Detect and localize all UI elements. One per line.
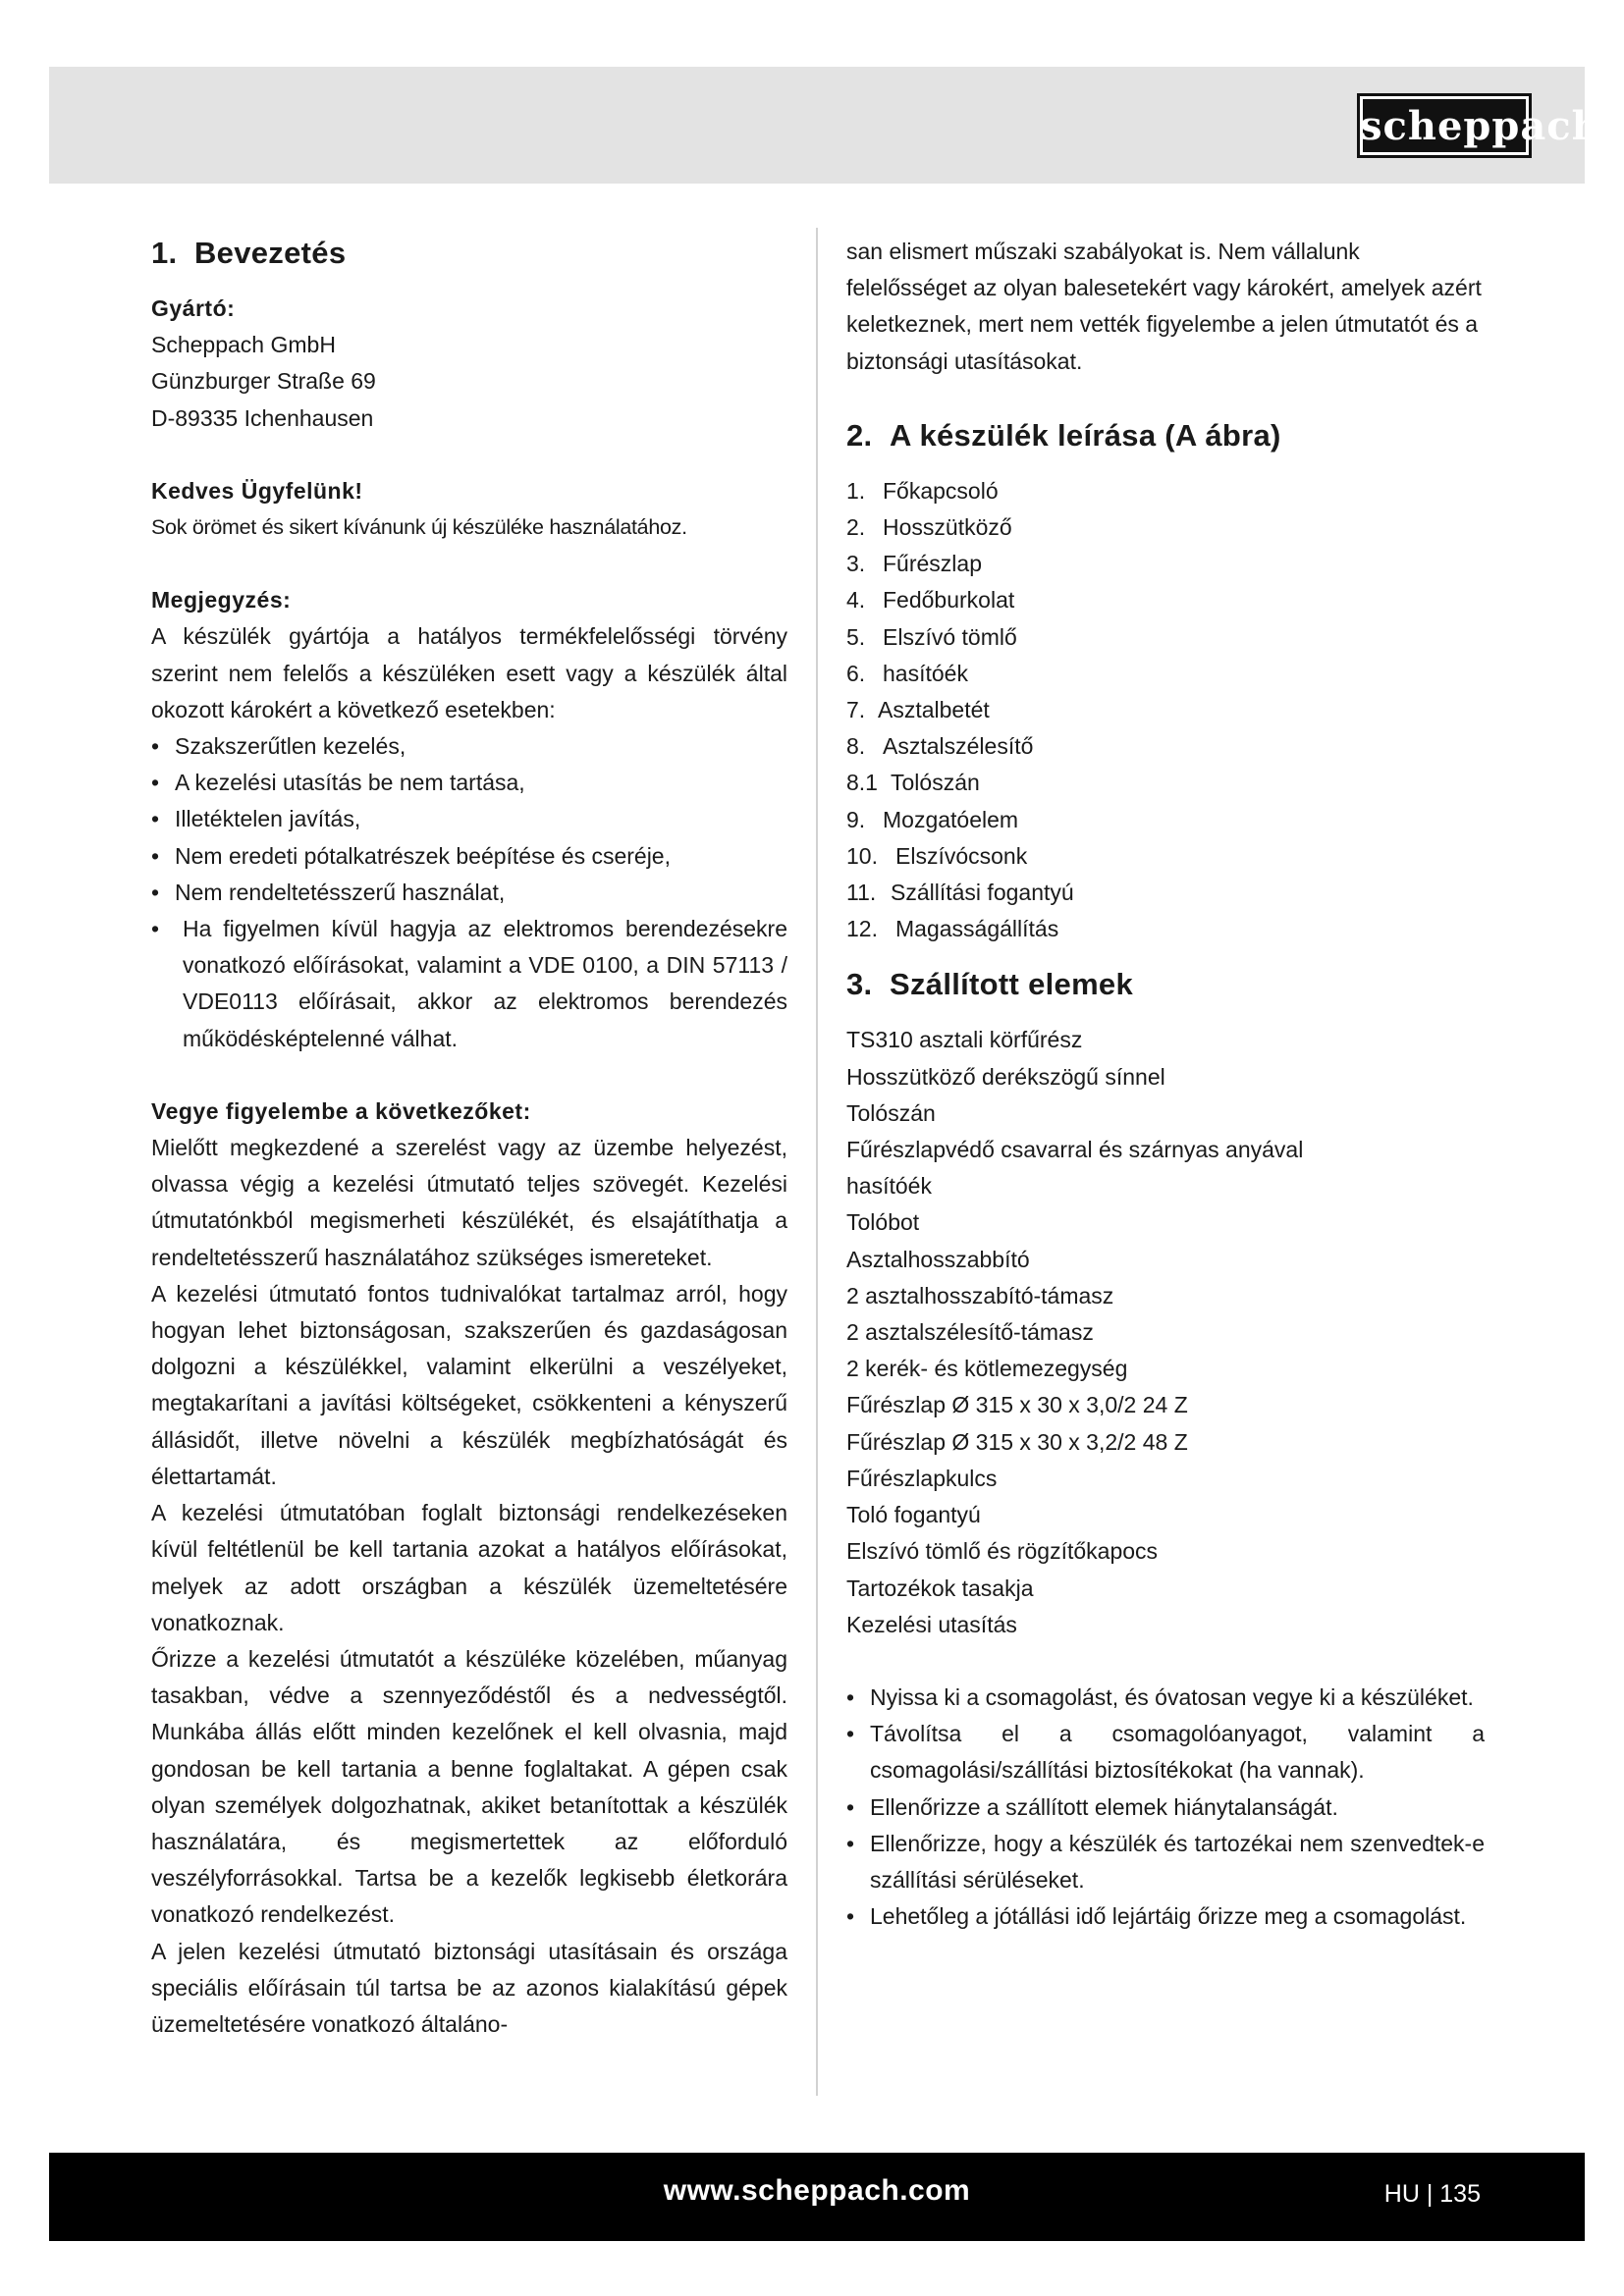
list-item: • Lehetőleg a jótállási idő lejártáig őrizze meg a csomagolást. <box>846 1898 1485 1935</box>
list-item: 2 asztalszélesítő-támasz <box>846 1319 1094 1346</box>
website-url[interactable]: www.scheppach.com <box>663 2174 971 2207</box>
list-item: Asztalhosszabbító <box>846 1246 1030 1272</box>
list-item: Fűrészlapvédő csavarral és szárnyas anyával <box>846 1137 1304 1163</box>
list-item: 3. Fűrészlap <box>846 551 982 577</box>
left-column <box>151 234 787 2043</box>
list-item: 8. Asztalszélesítő <box>846 733 1034 760</box>
section-1-heading <box>151 234 787 273</box>
column-divider <box>816 228 818 2096</box>
consider-paragraph: A kezelési útmutató fontos tudnivalókat tartalmaz arról, hogy hogyan lehet biztonságosan, szakszerűen és gazdaságosan dolgozni a készülékkel, valamint elkerülni a veszélyeket, megtakarítani a javítási költségeket, csökkenteni a kényszerű állásidőt, illetve növelni a készülék megbízhatóságát és élettartamát. <box>151 1280 787 1489</box>
parts-list <box>846 473 1485 948</box>
continuation-text: san elismert műszaki szabályokat is. Nem vállalunk felelősséget az olyan balesetekért vagy károkért, amelyek azért keletkeznek, mert nem vették figyelembe a jelen útmutatót és a biztonsági utasításokat. <box>846 239 1482 374</box>
delivered-items-list <box>846 1022 1485 1642</box>
list-item: Hosszütköző derékszögű sínnel <box>846 1063 1165 1090</box>
list-item: 2. Hosszütköző <box>846 514 1012 541</box>
list-item: 6. hasítóék <box>846 660 968 686</box>
list-item: • Távolítsa el a csomagolóanyagot, valamint a csomagolási/szállítási biztosítékokat (ha vannak). <box>846 1716 1485 1789</box>
list-item: Fűrészlapkulcs <box>846 1465 998 1491</box>
section-3-number: 3. <box>846 967 873 1002</box>
list-item: 9. Mozgatóelem <box>846 806 1019 832</box>
list-item: • Nyissa ki a csomagolást, és óvatosan vegye ki a készüléket. <box>846 1680 1485 1716</box>
list-item: 2 kerék- és kötlemezegység <box>846 1356 1128 1382</box>
section-2-title: A készülék leírása (A ábra) <box>890 417 1281 453</box>
section-1-title: Bevezetés <box>194 236 347 270</box>
list-item: Fűrészlap Ø 315 x 30 x 3,0/2 24 Z <box>846 1392 1188 1418</box>
consider-paragraph: Őrizze a kezelési útmutatót a készüléke közelében, műanyag tasakban, védve a szennyeződéstől és a nedvességtől. Munkába állás előtt minden kezelőnek el kell olvasnia, majd gondosan be kell tartania a benne foglaltakat. A gépen csak olyan személyek dolgozhatnak, akiket betanítottak a készülék használatára, és megismertettek az előforduló veszélyforrásokkal. Tartsa be a kezelők legkisebb életkorára vonatkozó rendelkezést. <box>151 1645 787 1928</box>
consider-paragraph: Mielőtt megkezdené a szerelést vagy az üzembe helyezést, olvassa végig a kezelési útmutató teljes szövegét. Kezelési útmutatónkból megismerheti készülékét, és elsajátíthatja a rendeltetésszerű használatához szükséges ismereteket. <box>151 1135 787 1270</box>
list-item: Tartozékok tasakja <box>846 1575 1034 1601</box>
list-item: • Ellenőrizze, hogy a készülék és tartozékai nem szenvedtek-e szállítási sérüléseket. <box>846 1826 1485 1898</box>
list-item: • Ellenőrizze a szállított elemek hiánytalanságát. <box>846 1789 1485 1826</box>
consider-paragraph: A jelen kezelési útmutató biztonsági utasításain és országa speciális előírásain túl tartsa be az azonos kialakítású gépek üzemeltetésére vonatkozó általáno- <box>151 1938 787 2037</box>
section-1-number: 1. <box>151 236 178 270</box>
section-3-title: Szállított elemek <box>890 967 1134 1002</box>
list-item: Tolóbot <box>846 1209 920 1236</box>
list-item: 10. Elszívócsonk <box>846 842 1028 869</box>
list-item: TS310 asztali körfűrész <box>846 1027 1083 1053</box>
list-item: • Nem eredeti pótalkatrészek beépítése és cseréje, <box>151 838 787 875</box>
right-column <box>846 234 1485 1935</box>
list-item: • A kezelési utasítás be nem tartása, <box>151 765 787 801</box>
list-item: • Illetéktelen javítás, <box>151 801 787 837</box>
manufacturer-line: Günzburger Straße 69 <box>151 368 376 395</box>
note-label: Megjegyzés: <box>151 587 292 614</box>
list-item: 1. Főkapcsoló <box>846 477 999 504</box>
list-item: hasítóék <box>846 1173 932 1200</box>
unpacking-bullet-list <box>846 1680 1485 1935</box>
page-header <box>49 67 1601 184</box>
list-item: Kezelési utasítás <box>846 1611 1017 1637</box>
manufacturer-label: Gyártó: <box>151 295 236 321</box>
section-2-heading <box>846 416 1485 455</box>
dear-customer-label: Kedves Ügyfelünk! <box>151 477 363 504</box>
note-text: A készülék gyártója a hatályos termékfelelősségi törvény szerint nem felelős a készüléken esett vagy a készülék által okozott károkért a következő esetekben: <box>151 623 787 722</box>
list-item: 12. Magasságállítás <box>846 916 1059 942</box>
list-item: • Szakszerűtlen kezelés, <box>151 728 787 765</box>
list-item: 2 asztalhosszabító-támasz <box>846 1282 1114 1308</box>
list-item: Fűrészlap Ø 315 x 30 x 3,2/2 48 Z <box>846 1428 1188 1455</box>
consider-label: Vegye figyelembe a következőket: <box>151 1097 531 1124</box>
list-item: • Nem rendeltetésszerű használat, <box>151 875 787 911</box>
consider-paragraph: A kezelési útmutatóban foglalt biztonsági rendelkezéseken kívül feltétlenül be kell tartania azokat a hatályos előírásokat, melyek az adott országban a készülék üzemeltetésére vonatkoznak. <box>151 1500 787 1635</box>
list-item: 5. Elszívó tömlő <box>846 623 1017 650</box>
note-bullet-list <box>151 728 787 1057</box>
scheppach-logo: scheppach <box>1357 93 1532 158</box>
list-item: 4. Fedőburkolat <box>846 587 1015 614</box>
list-item: 8.1 Tolószán <box>846 770 980 796</box>
list-item: Tolószán <box>846 1099 936 1126</box>
dear-customer-text: Sok örömet és sikert kívánunk új készüléke használatához. <box>151 515 687 540</box>
list-item: 11. Szállítási fogantyú <box>846 880 1074 906</box>
list-item: 7. Asztalbetét <box>846 697 990 723</box>
manufacturer-line: Scheppach GmbH <box>151 332 336 358</box>
page-number: HU | 135 <box>1383 2180 1481 2208</box>
section-3-heading <box>846 965 1485 1004</box>
section-2-number: 2. <box>846 417 873 453</box>
list-item: • Ha figyelmen kívül hagyja az elektromos berendezésekre vonatkozó előírásokat, valamint a VDE 0100, a DIN 57113 / VDE0113 előírásait, akkor az elektromos berendezés működésképtelenné válhat. <box>151 911 787 1057</box>
page-footer <box>49 2153 1585 2241</box>
list-item: Toló fogantyú <box>846 1502 981 1528</box>
manufacturer-line: D-89335 Ichenhausen <box>151 404 374 431</box>
list-item: Elszívó tömlő és rögzítőkapocs <box>846 1538 1159 1565</box>
